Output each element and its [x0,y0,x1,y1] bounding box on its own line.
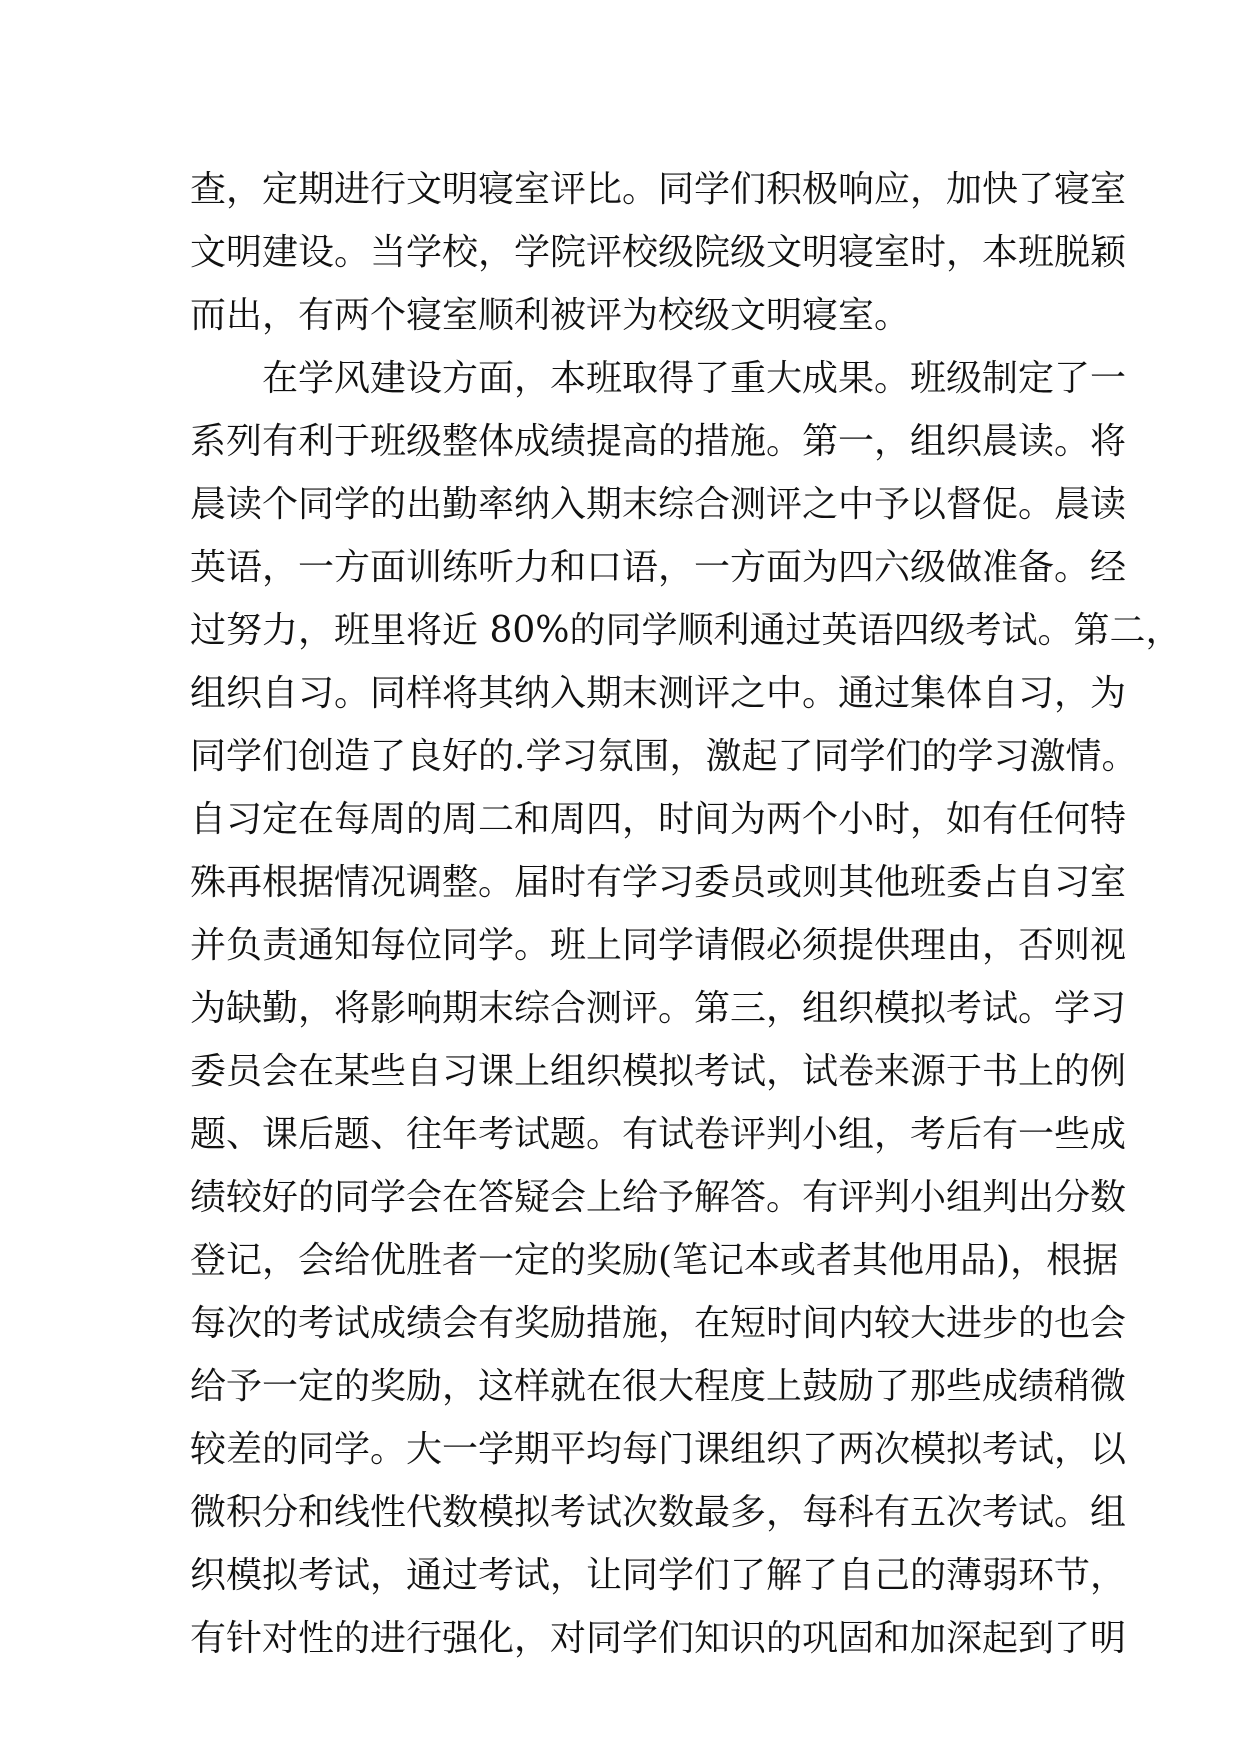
text-line: 殊再根据情况调整。届时有学习委员或则其他班委占自习室 [190,862,1127,903]
text-line: 过努力，班里将近 80%的同学顺利通过英语四级考试。第二， [190,610,1182,651]
text-line: 而出，有两个寝室顺利被评为校级文明寝室。 [190,295,911,336]
text-line: 文明建设。当学校，学院评校级院级文明寝室时，本班脱颖 [190,232,1127,273]
text-line: 题、课后题、往年考试题。有试卷评判小组，考后有一些成 [190,1114,1127,1155]
body-text [190,158,1182,1670]
text-line: 在学风建设方面，本班取得了重大成果。班级制定了一 [262,358,1127,399]
text-line: 系列有利于班级整体成绩提高的措施。第一，组织晨读。将 [190,421,1127,462]
text-line: 为缺勤，将影响期末综合测评。第三，组织模拟考试。学习 [190,988,1127,1029]
text-line: 微积分和线性代数模拟考试次数最多，每科有五次考试。组 [190,1492,1127,1533]
text-line: 较差的同学。大一学期平均每门课组织了两次模拟考试，以 [190,1429,1127,1470]
text-line: 晨读个同学的出勤率纳入期末综合测评之中予以督促。晨读 [190,484,1127,525]
text-line: 并负责通知每位同学。班上同学请假必须提供理由，否则视 [190,925,1127,966]
text-line: 自习定在每周的周二和周四，时间为两个小时，如有任何特 [190,799,1127,840]
text-line: 有针对性的进行强化，对同学们知识的巩固和加深起到了明 [190,1618,1127,1659]
text-line: 给予一定的奖励，这样就在很大程度上鼓励了那些成绩稍微 [190,1366,1127,1407]
text-line: 登记，会给优胜者一定的奖励(笔记本或者其他用品)，根据 [190,1240,1119,1281]
text-line: 查，定期进行文明寝室评比。同学们积极响应，加快了寝室 [190,169,1127,210]
text-line: 委员会在某些自习课上组织模拟考试，试卷来源于书上的例 [190,1051,1127,1092]
text-line: 同学们创造了良好的.学习氛围，激起了同学们的学习激情。 [190,736,1138,777]
text-line: 每次的考试成绩会有奖励措施，在短时间内较大进步的也会 [190,1303,1127,1344]
text-line: 织模拟考试，通过考试，让同学们了解了自己的薄弱环节， [190,1555,1127,1596]
text-line: 绩较好的同学会在答疑会上给予解答。有评判小组判出分数 [190,1177,1127,1218]
text-line: 英语，一方面训练听力和口语，一方面为四六级做准备。经 [190,547,1127,588]
text-line: 组织自习。同样将其纳入期末测评之中。通过集体自习，为 [190,673,1127,714]
